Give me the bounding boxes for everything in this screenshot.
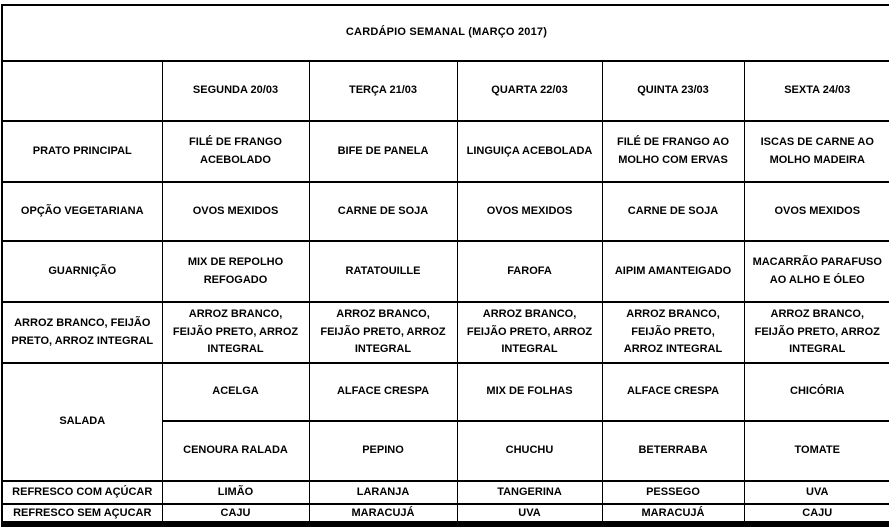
row-opcao-vegetariana <box>2 182 889 241</box>
row-label-refresco-com-acucar: REFRESCO COM AÇÚCAR <box>2 481 162 504</box>
menu-cell: LIMÃO <box>162 481 309 504</box>
menu-cell: OVOS MEXIDOS <box>162 182 309 241</box>
menu-cell: MARACUJÁ <box>309 504 457 524</box>
row-label-guarnicao: GUARNIÇÃO <box>2 241 162 302</box>
menu-cell: CHUCHU <box>457 421 602 481</box>
menu-cell: MACARRÃO PARAFUSO AO ALHO E ÓLEO <box>744 241 889 302</box>
menu-cell: CAJU <box>744 504 889 524</box>
header-row <box>2 61 889 121</box>
menu-cell: MARACUJÁ <box>602 504 744 524</box>
menu-cell: ARROZ BRANCO, FEIJÃO PRETO, ARROZ INTEGRAL <box>602 302 744 363</box>
row-guarnicao <box>2 241 889 302</box>
menu-cell: UVA <box>744 481 889 504</box>
menu-cell: TOMATE <box>744 421 889 481</box>
menu-cell: MIX DE REPOLHO REFOGADO <box>162 241 309 302</box>
menu-cell: ALFACE CRESPA <box>309 363 457 421</box>
row-label-prato-principal: PRATO PRINCIPAL <box>2 121 162 182</box>
day-header-thursday: QUINTA 23/03 <box>602 61 744 121</box>
menu-cell: CHICÓRIA <box>744 363 889 421</box>
menu-cell: RATATOUILLE <box>309 241 457 302</box>
row-salada-1 <box>2 363 889 421</box>
row-refresco-sem-acucar <box>2 504 889 524</box>
row-refresco-com-acucar <box>2 481 889 504</box>
day-header-monday: SEGUNDA 20/03 <box>162 61 309 121</box>
menu-cell: CAJU <box>162 504 309 524</box>
row-label-salada: SALADA <box>2 363 162 481</box>
menu-cell: BETERRABA <box>602 421 744 481</box>
day-header-tuesday: TERÇA 21/03 <box>309 61 457 121</box>
corner-cell <box>2 61 162 121</box>
weekly-menu-table <box>1 4 889 527</box>
day-header-friday: SEXTA 24/03 <box>744 61 889 121</box>
menu-cell: CARNE DE SOJA <box>602 182 744 241</box>
menu-cell: ARROZ BRANCO, FEIJÃO PRETO, ARROZ INTEGRAL <box>162 302 309 363</box>
menu-cell: FAROFA <box>457 241 602 302</box>
menu-cell: OVOS MEXIDOS <box>457 182 602 241</box>
menu-cell: PEPINO <box>309 421 457 481</box>
row-label-refresco-sem-acucar: REFRESCO SEM AÇUCAR <box>2 504 162 524</box>
page-title: CARDÁPIO SEMANAL (MARÇO 2017) <box>2 5 889 61</box>
menu-cell: ARROZ BRANCO, FEIJÃO PRETO, ARROZ INTEGRAL <box>744 302 889 363</box>
menu-cell: FILÉ DE FRANGO AO MOLHO COM ERVAS <box>602 121 744 182</box>
menu-cell: AIPIM AMANTEIGADO <box>602 241 744 302</box>
menu-cell: CARNE DE SOJA <box>309 182 457 241</box>
menu-cell: OVOS MEXIDOS <box>744 182 889 241</box>
menu-cell: CENOURA RALADA <box>162 421 309 481</box>
row-prato-principal <box>2 121 889 182</box>
menu-cell: MIX DE FOLHAS <box>457 363 602 421</box>
menu-cell: ARROZ BRANCO, FEIJÃO PRETO, ARROZ INTEGRAL <box>457 302 602 363</box>
row-arroz-feijao <box>2 302 889 363</box>
menu-cell: ALFACE CRESPA <box>602 363 744 421</box>
menu-cell: ARROZ BRANCO, FEIJÃO PRETO, ARROZ INTEGRAL <box>309 302 457 363</box>
menu-cell: LINGUIÇA ACEBOLADA <box>457 121 602 182</box>
menu-cell: ISCAS DE CARNE AO MOLHO MADEIRA <box>744 121 889 182</box>
menu-cell: TANGERINA <box>457 481 602 504</box>
day-header-wednesday: QUARTA 22/03 <box>457 61 602 121</box>
menu-cell: ACELGA <box>162 363 309 421</box>
title-row <box>2 5 889 61</box>
menu-cell: BIFE DE PANELA <box>309 121 457 182</box>
menu-cell: PESSEGO <box>602 481 744 504</box>
row-label-arroz-feijao: ARROZ BRANCO, FEIJÃO PRETO, ARROZ INTEGRAL <box>2 302 162 363</box>
menu-cell: FILÉ DE FRANGO ACEBOLADO <box>162 121 309 182</box>
row-label-opcao-vegetariana: OPÇÃO VEGETARIANA <box>2 182 162 241</box>
menu-cell: LARANJA <box>309 481 457 504</box>
menu-cell: UVA <box>457 504 602 524</box>
